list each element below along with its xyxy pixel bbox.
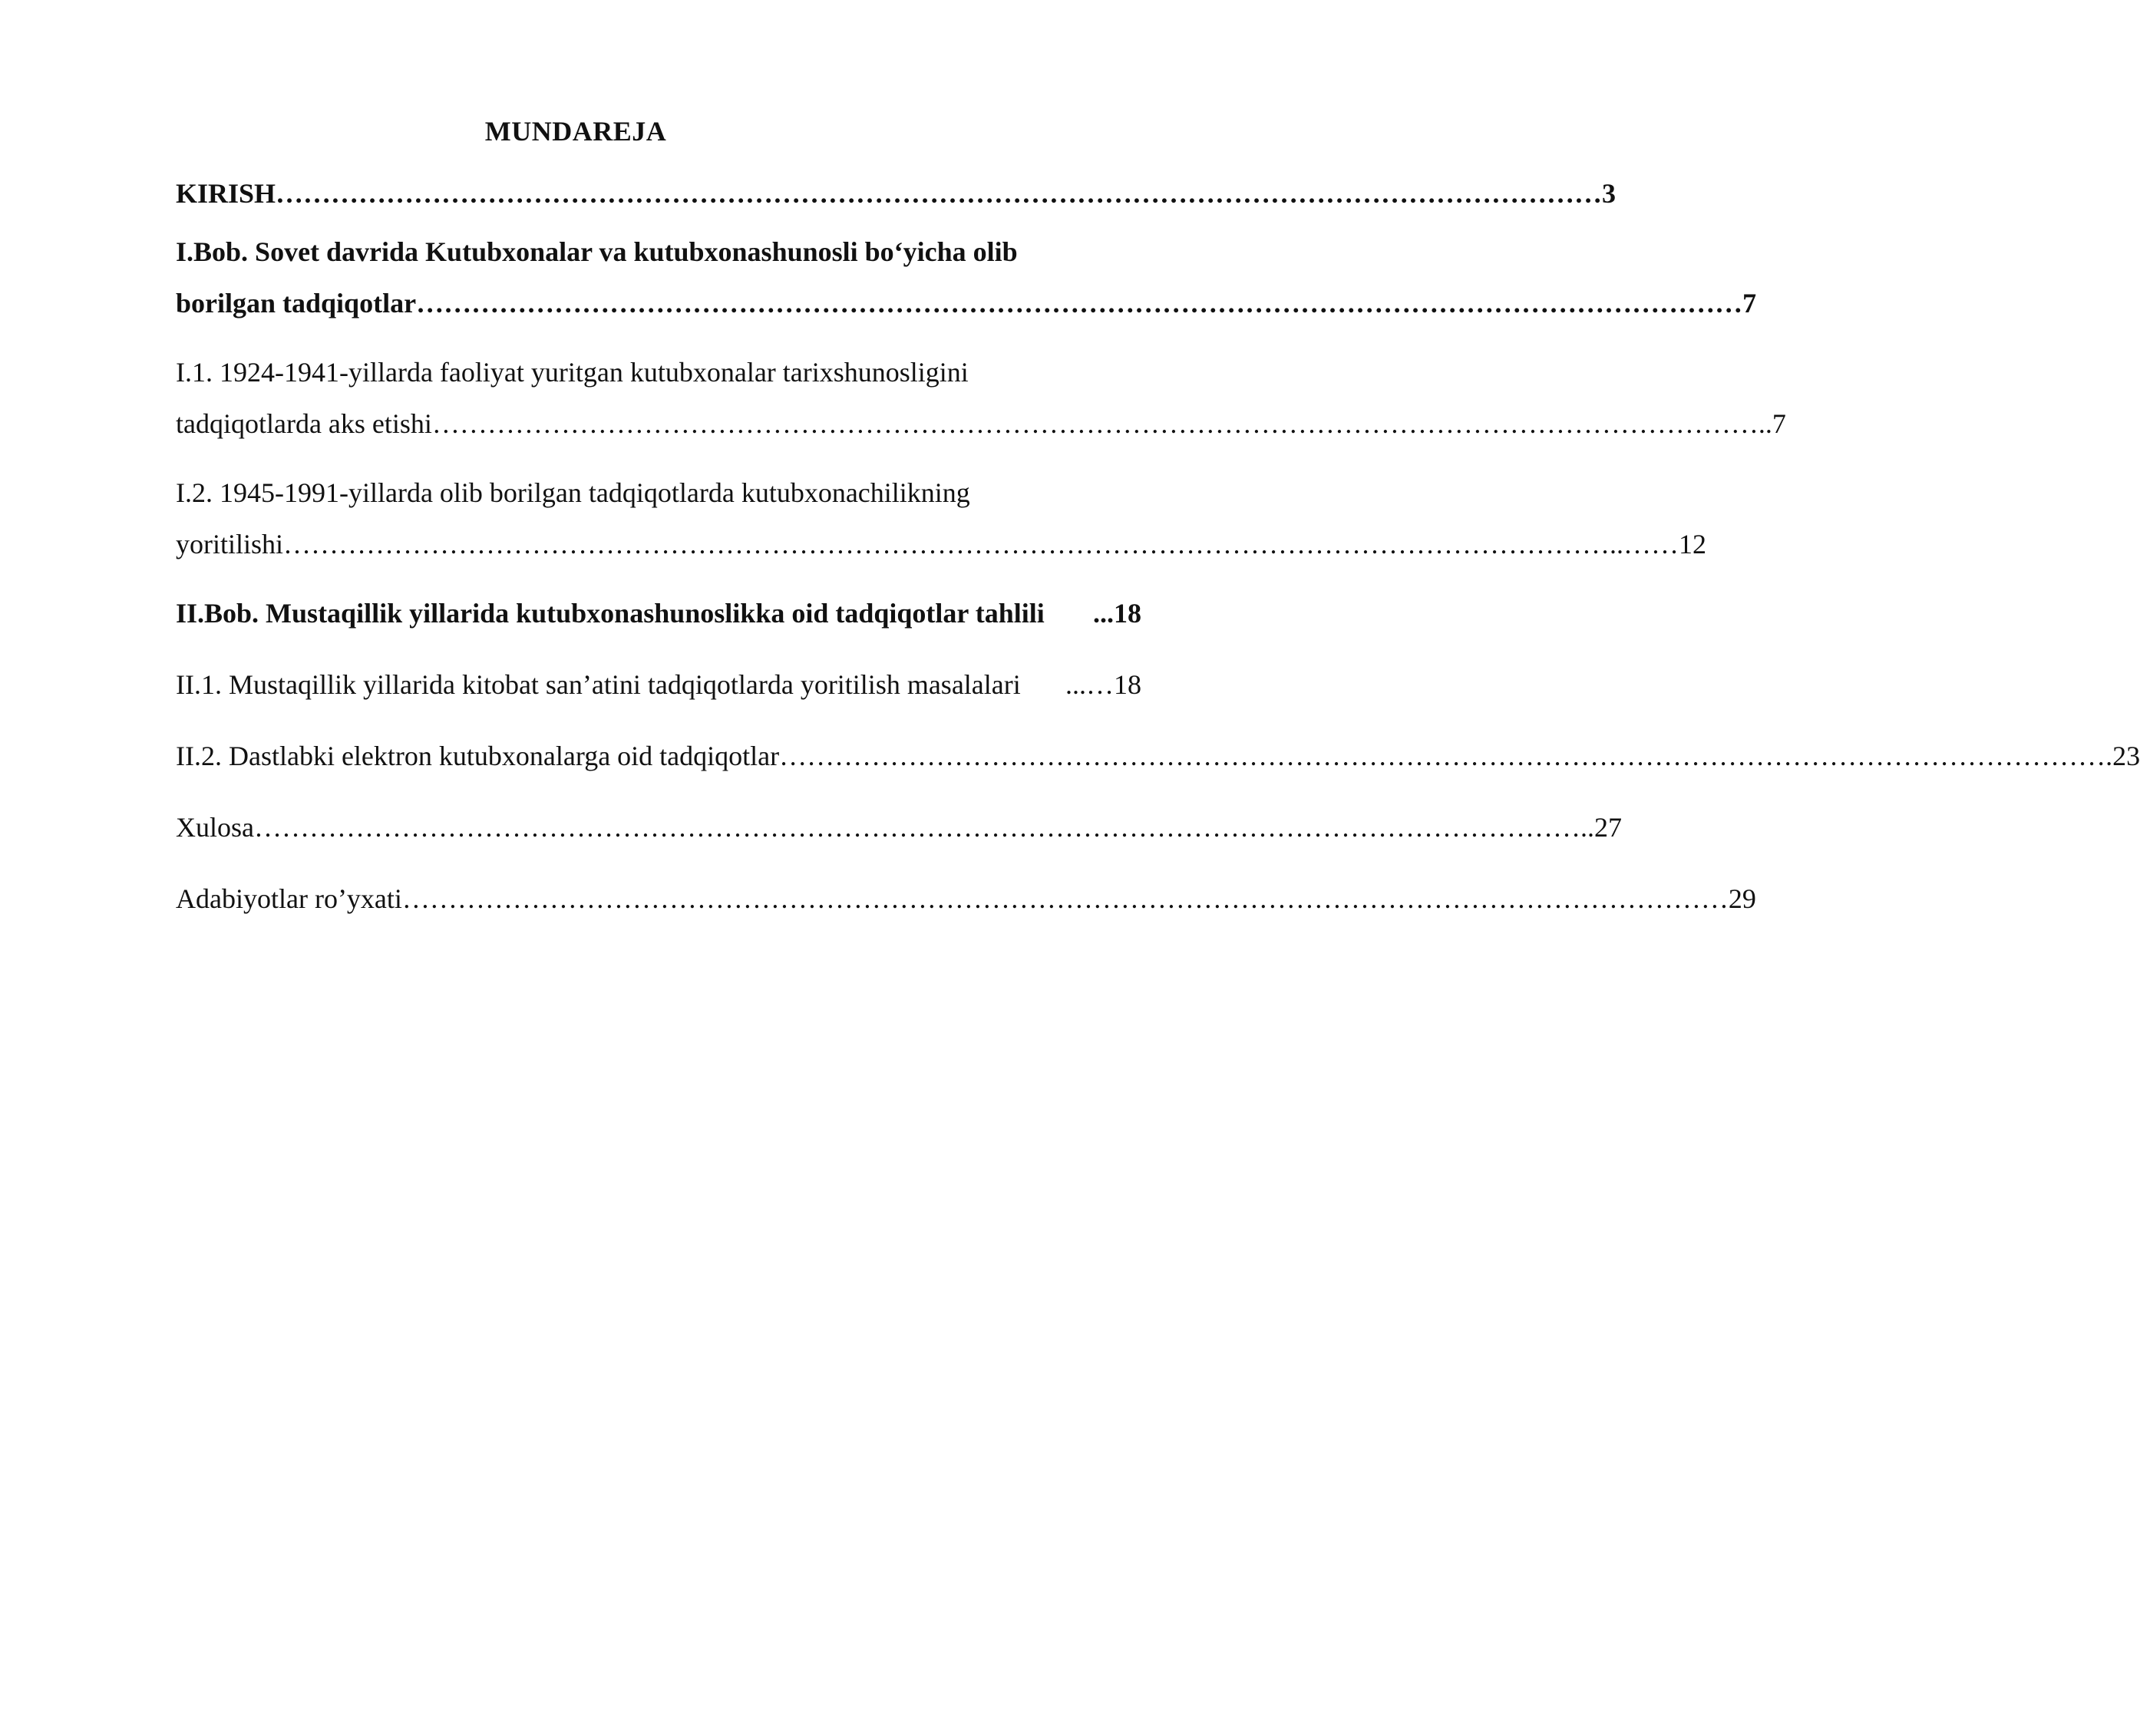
- toc-leader-dots: ………………………………………………………………………………………………………………………………: [779, 741, 2106, 771]
- toc-page-number: ..27: [1580, 812, 1622, 843]
- toc-entry-label: II.1. Mustaqillik yillarida kitobat san’atini tadqiqotlarda yoritilish masalalari: [176, 669, 1021, 700]
- toc-entry-section-1-1-line-1[interactable]: I.1. 1924-1941-yillarda faoliyat yuritgan kutubxonalar tarixshunosligini: [176, 357, 969, 388]
- toc-entry-label: Xulosa: [176, 812, 254, 843]
- toc-entry-section-2-1[interactable]: [176, 668, 1141, 701]
- toc-entry-section-1-2[interactable]: [176, 527, 1707, 561]
- toc-entry-label: Adabiyotlar ro’yxati: [176, 883, 402, 914]
- toc-leader-dots: ………………………………………………………………………………………………………………………………: [431, 408, 1759, 439]
- toc-entry-section-2-2[interactable]: [176, 739, 2140, 773]
- toc-page-number: 29: [1728, 883, 1756, 914]
- toc-leader-dots: ………………………………………………………………………………………………………………………………: [416, 288, 1743, 318]
- toc-entry-bibliography[interactable]: [176, 882, 1756, 916]
- toc-page-number: 7: [1742, 288, 1757, 318]
- toc-entry-section-1-1[interactable]: [176, 407, 1786, 441]
- toc-entry-conclusion[interactable]: [176, 810, 1622, 844]
- toc-page-number: ...…18: [1065, 669, 1141, 700]
- toc-page-number: ...18: [1093, 598, 1141, 629]
- toc-page-number: 3: [1602, 178, 1617, 209]
- toc-leader-dots: ………………………………………………………………………………………………………………………………: [401, 883, 1729, 914]
- toc-entry-label: KIRISH: [176, 178, 276, 209]
- toc-entry-section-1-2-line-1[interactable]: I.2. 1945-1991-yillarda olib borilgan tadqiqotlarda kutubxonachilikning: [176, 477, 970, 508]
- toc-entry-chapter-2[interactable]: [176, 596, 1141, 630]
- page-title: MUNDAREJA: [484, 116, 667, 147]
- toc-page-number: ..7: [1758, 408, 1786, 439]
- toc-entry-chapter-1-line-1[interactable]: I.Bob. Sovet davrida Kutubxonalar va kutubxonashunosli bo‘yicha olib: [176, 236, 1018, 267]
- toc-entry-kirish[interactable]: [176, 177, 1617, 210]
- toc-entry-label: borilgan tadqiqotlar: [176, 288, 417, 318]
- toc-page-number: ..……12: [1610, 529, 1707, 559]
- toc-leader-dots: ………………………………………………………………………………………………………………………………: [276, 178, 1603, 209]
- toc-entry-label: II.2. Dastlabki elektron kutubxonalarga oid tadqiqotlar: [176, 741, 780, 771]
- toc-entry-label: II.Bob. Mustaqillik yillarida kutubxonashunoslikka oid tadqiqotlar tahlili: [176, 598, 1045, 629]
- toc-entry-label: tadqiqotlarda aks etishi: [176, 408, 432, 439]
- toc-leader-dots: ………………………………………………………………………………………………………………………………: [254, 812, 1580, 843]
- toc-entry-label: yoritilishi: [176, 529, 284, 559]
- toc-leader-dots: ………………………………………………………………………………………………………………………………: [283, 529, 1610, 559]
- toc-entry-chapter-1[interactable]: [176, 286, 1757, 320]
- toc-page-number: .23: [2105, 741, 2140, 771]
